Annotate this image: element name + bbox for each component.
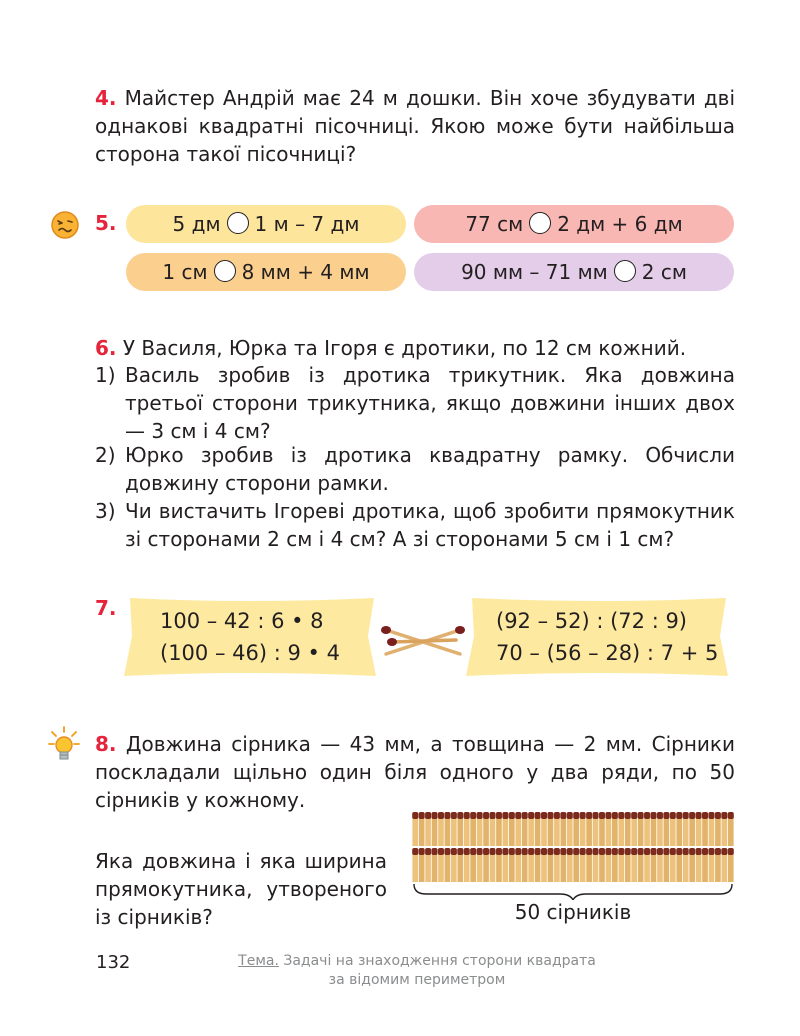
match	[451, 848, 457, 882]
match	[599, 812, 605, 846]
match	[638, 848, 644, 882]
match	[560, 812, 566, 846]
match	[509, 848, 515, 882]
match	[470, 848, 476, 882]
match	[650, 812, 656, 846]
match	[419, 848, 425, 882]
match	[631, 812, 637, 846]
comparison-circle[interactable]	[227, 212, 249, 234]
task-number: 4.	[95, 86, 117, 110]
match	[444, 848, 450, 882]
match	[721, 812, 727, 846]
lightbulb-icon	[48, 726, 80, 766]
match	[502, 812, 508, 846]
match	[605, 848, 611, 882]
match	[535, 812, 541, 846]
match	[444, 812, 450, 846]
topic-line2: за відомим периметром	[328, 972, 506, 988]
matches-label: 50 сірників	[514, 900, 632, 924]
match	[625, 848, 631, 882]
match	[708, 848, 714, 882]
match	[425, 812, 431, 846]
match	[502, 848, 508, 882]
list-item	[95, 497, 735, 553]
match	[618, 848, 624, 882]
task-number: 7.	[95, 596, 117, 620]
match	[522, 812, 528, 846]
match	[657, 812, 663, 846]
comparison-left: 90 мм – 71 мм	[461, 260, 608, 284]
match	[715, 812, 721, 846]
match	[457, 812, 463, 846]
match	[638, 812, 644, 846]
match	[689, 812, 695, 846]
match	[432, 812, 438, 846]
comparison-left: 77 см	[465, 212, 524, 236]
match	[528, 812, 534, 846]
match	[689, 848, 695, 882]
task-text: Майстер Андрій має 24 м дошки. Він хоче збудувати дві однакові квадратні пісочниці. Якою може бути найбільша сторона такої пісочниці?	[95, 86, 736, 166]
match	[670, 812, 676, 846]
match	[702, 848, 708, 882]
match	[515, 848, 521, 882]
match	[702, 812, 708, 846]
match	[567, 848, 573, 882]
match	[657, 848, 663, 882]
comparison-circle[interactable]	[614, 260, 636, 282]
list-text: Юрко зробив із дротика квадратну рамку. Обчисли довжину сторони рамки.	[125, 443, 735, 495]
comparison-right: 2 см	[641, 260, 687, 284]
match	[547, 812, 553, 846]
match	[715, 848, 721, 882]
expression: 70 – (56 – 28) : 7 + 5	[496, 641, 719, 665]
comparison-pill	[126, 205, 406, 243]
match	[451, 812, 457, 846]
match	[625, 812, 631, 846]
topic-label: Тема.	[238, 953, 279, 969]
match	[567, 812, 573, 846]
match	[663, 812, 669, 846]
match	[457, 848, 463, 882]
match	[593, 812, 599, 846]
puzzled-face-icon	[50, 210, 80, 240]
topic-text: Задачі на знаходження сторони квадрата	[278, 953, 596, 969]
match	[541, 848, 547, 882]
list-item	[95, 441, 735, 497]
task-8	[95, 730, 735, 814]
match	[483, 812, 489, 846]
comparison-pill	[126, 253, 406, 291]
match	[586, 812, 592, 846]
match	[573, 812, 579, 846]
match	[554, 848, 560, 882]
match	[728, 812, 734, 846]
list-index: 1)	[95, 363, 116, 387]
match	[696, 848, 702, 882]
match	[618, 812, 624, 846]
match	[464, 848, 470, 882]
match	[580, 848, 586, 882]
match	[644, 812, 650, 846]
match	[676, 812, 682, 846]
match	[586, 848, 592, 882]
list-index: 3)	[95, 499, 116, 523]
comparison-circle[interactable]	[214, 260, 236, 282]
expression: (100 – 46) : 9 • 4	[160, 641, 340, 665]
match	[412, 812, 418, 846]
matches-rectangle	[412, 810, 734, 900]
list-item	[95, 361, 735, 445]
match	[580, 812, 586, 846]
match	[612, 812, 618, 846]
crossed-matches-icon	[380, 622, 466, 662]
match	[676, 848, 682, 882]
match	[496, 848, 502, 882]
match	[489, 812, 495, 846]
match	[573, 848, 579, 882]
brace	[414, 884, 732, 900]
match	[470, 812, 476, 846]
match	[599, 848, 605, 882]
match	[464, 812, 470, 846]
match	[670, 848, 676, 882]
match	[605, 812, 611, 846]
match	[696, 812, 702, 846]
match	[644, 848, 650, 882]
match	[541, 812, 547, 846]
question-text: Яка довжина і яка ширина прямокутника, утвореного із сірників?	[95, 849, 387, 929]
comparison-right: 8 мм + 4 мм	[241, 260, 370, 284]
match	[522, 848, 528, 882]
task-number: 5.	[95, 211, 117, 235]
match	[663, 848, 669, 882]
match	[438, 848, 444, 882]
match	[412, 848, 418, 882]
match	[419, 812, 425, 846]
match	[728, 848, 734, 882]
match	[509, 812, 515, 846]
comparison-pill	[414, 205, 734, 243]
match	[560, 848, 566, 882]
match	[489, 848, 495, 882]
comparison-left: 5 дм	[172, 212, 221, 236]
match	[593, 848, 599, 882]
task-text: Довжина сірника — 43 мм, а товщина — 2 мм. Сірники поскладали щільно один біля одного у два ряди, по 50 сірників у кожному.	[95, 732, 735, 812]
match	[496, 812, 502, 846]
task-number: 6.	[95, 336, 117, 360]
page-number: 132	[96, 952, 131, 973]
comparison-left: 1 см	[162, 260, 208, 284]
match	[708, 812, 714, 846]
comparison-circle[interactable]	[529, 212, 551, 234]
task-8-question	[95, 847, 387, 931]
expression: 100 – 42 : 6 • 8	[160, 609, 324, 633]
task-text: У Василя, Юрка та Ігоря є дротики, по 12 см кожний.	[122, 336, 687, 360]
list-text: Василь зробив із дротика трикутник. Яка довжина третьої сторони трикутника, якщо довжини інших двох — 3 см і 4 см?	[125, 363, 735, 443]
comparison-pill	[414, 253, 734, 291]
comparison-right: 2 дм + 6 дм	[557, 212, 683, 236]
task-6-intro	[95, 334, 735, 362]
match	[528, 848, 534, 882]
topic-footer	[200, 952, 634, 990]
match	[721, 848, 727, 882]
match	[612, 848, 618, 882]
comparison-right: 1 м – 7 дм	[254, 212, 360, 236]
match	[477, 848, 483, 882]
list-index: 2)	[95, 443, 116, 467]
match	[683, 848, 689, 882]
match	[438, 812, 444, 846]
match	[535, 848, 541, 882]
match	[515, 812, 521, 846]
task-number: 8.	[95, 732, 117, 756]
match	[432, 848, 438, 882]
match	[425, 848, 431, 882]
match	[683, 812, 689, 846]
match	[650, 848, 656, 882]
match	[477, 812, 483, 846]
match	[554, 812, 560, 846]
expression: (92 – 52) : (72 : 9)	[496, 609, 687, 633]
match	[631, 848, 637, 882]
match	[547, 848, 553, 882]
list-text: Чи вистачить Ігореві дротика, щоб зробити прямокутник зі сторонами 2 см і 4 см? А зі сторонами 5 см і 1 см?	[125, 499, 735, 551]
match	[483, 848, 489, 882]
task-4	[95, 84, 735, 168]
